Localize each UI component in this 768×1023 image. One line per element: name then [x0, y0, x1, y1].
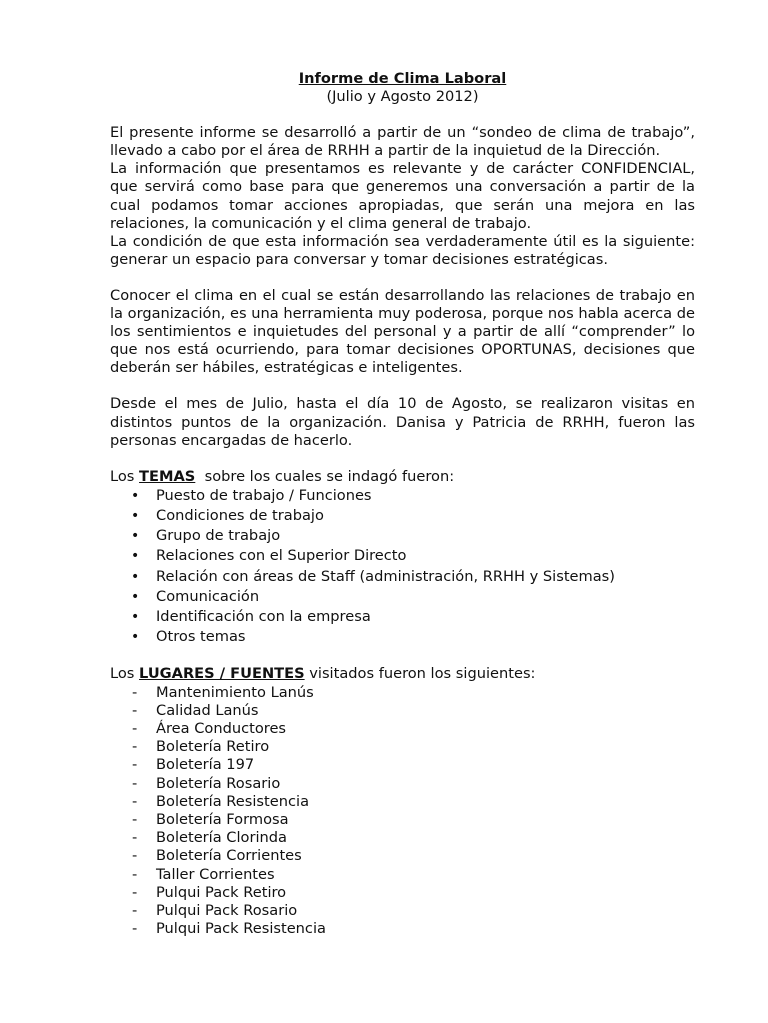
- temas-suffix: sobre los cuales se indagó fueron:: [204, 467, 455, 485]
- document-page: [110, 70, 695, 938]
- list-marker: •: [131, 629, 140, 646]
- tema-item: [110, 627, 695, 647]
- tema-item-label: Grupo de trabajo: [156, 527, 281, 545]
- lugar-item: [110, 738, 695, 756]
- lugar-item-label: Boletería Corrientes: [156, 847, 302, 865]
- tema-item-label: Relación con áreas de Staff (administración, RRHH y Sistemas): [156, 567, 615, 585]
- list-marker: -: [132, 883, 138, 901]
- list-marker: -: [132, 792, 138, 810]
- lugar-item-label: Pulqui Pack Resistencia: [156, 920, 326, 938]
- lugar-item-label: Pulqui Pack Retiro: [156, 883, 287, 901]
- tema-item: [110, 506, 695, 526]
- tema-item: [110, 526, 695, 546]
- lugar-item: [110, 775, 695, 793]
- list-marker: -: [132, 810, 138, 828]
- list-marker: -: [132, 774, 138, 792]
- list-marker: •: [131, 507, 140, 524]
- lugar-item-label: Boletería 197: [156, 756, 255, 774]
- lugar-item: [110, 920, 695, 938]
- list-marker: -: [132, 756, 138, 774]
- list-marker: -: [132, 701, 138, 719]
- tema-item-label: Puesto de trabajo / Funciones: [156, 486, 372, 504]
- list-marker: -: [132, 847, 138, 865]
- paragraph-condition: La condición de que esta información sea verdaderamente útil es la siguiente: generar un espacio para conversar y tomar decisiones estratégicas.: [110, 232, 695, 268]
- tema-item-label: Comunicación: [156, 587, 260, 605]
- lugar-item: [110, 793, 695, 811]
- list-marker: -: [132, 901, 138, 919]
- list-marker: •: [131, 528, 140, 545]
- lugar-item-label: Boletería Formosa: [156, 810, 289, 828]
- lugares-keyword: LUGARES / FUENTES: [139, 665, 305, 683]
- list-marker: •: [131, 609, 140, 625]
- document-subtitle: (Julio y Agosto 2012): [326, 88, 479, 106]
- temas-prefix: Los: [110, 467, 135, 485]
- lugar-item-label: Boletería Clorinda: [156, 829, 287, 847]
- paragraph-intro: El presente informe se desarrolló a partir de un “sondeo de clima de trabajo”, llevado a cabo por el área de RRHH a partir de la inquietud de la Dirección.: [110, 124, 695, 160]
- tema-item: [110, 546, 695, 566]
- temas-list: [110, 486, 695, 648]
- list-marker: •: [131, 487, 140, 504]
- paragraph-climate: Conocer el clima en el cual se están desarrollando las relaciones de trabajo en la organización, es una herramienta muy poderosa, porque nos habla acerca de los sentimientos e inquietudes del personal y a partir de allí “comprender” lo que nos está ocurriendo, para tomar decisiones OPORTUNAS, decisiones que deberán ser hábiles, estratégicas e inteligentes.: [110, 286, 695, 377]
- lugar-item: [110, 902, 695, 920]
- lugar-item: [110, 756, 695, 774]
- list-marker: •: [131, 588, 140, 605]
- list-marker: •: [131, 568, 140, 585]
- lugares-list: [110, 684, 695, 939]
- lugar-item-label: Boletería Resistencia: [156, 792, 310, 810]
- tema-item: [110, 587, 695, 607]
- lugar-item: [110, 866, 695, 884]
- lugar-item: [110, 847, 695, 865]
- lugar-item: [110, 829, 695, 847]
- list-marker: -: [132, 738, 138, 756]
- lugares-suffix: visitados fueron los siguientes:: [309, 665, 536, 683]
- tema-item: [110, 567, 695, 587]
- tema-item: [110, 607, 695, 627]
- lugar-item: [110, 884, 695, 902]
- lugares-prefix: Los: [110, 665, 135, 683]
- document-title: Informe de Clima Laboral: [298, 70, 507, 87]
- lugar-item-label: Pulqui Pack Rosario: [156, 901, 298, 919]
- lugar-item-label: Calidad Lanús: [156, 701, 259, 719]
- lugar-item: [110, 811, 695, 829]
- tema-item: [110, 486, 695, 506]
- lugar-item: [110, 684, 695, 702]
- tema-item-label: Condiciones de trabajo: [156, 506, 324, 524]
- lugar-item-label: Mantenimiento Lanús: [156, 683, 314, 701]
- temas-intro: [110, 468, 695, 486]
- title-block: [110, 70, 695, 106]
- paragraph-confidential: La información que presentamos es relevante y de carácter CONFIDENCIAL, que servirá como base para que generemos una conversación a partir de la cual podamos tomar acciones apropiadas, que serán una mejora en las relaciones, la comunicación y el clima general de trabajo.: [110, 160, 695, 232]
- lugares-intro: [110, 665, 695, 683]
- tema-item-label: Relaciones con el Superior Directo: [156, 547, 407, 565]
- lugar-item-label: Taller Corrientes: [156, 865, 275, 883]
- lugar-item: [110, 702, 695, 720]
- temas-keyword: TEMAS: [139, 467, 196, 485]
- list-marker: -: [132, 865, 138, 883]
- lugar-item-label: Boletería Retiro: [156, 738, 270, 756]
- tema-item-label: Otros temas: [156, 628, 246, 646]
- list-marker: -: [132, 683, 138, 701]
- lugar-item: [110, 720, 695, 738]
- lugar-item-label: Boletería Rosario: [156, 774, 281, 792]
- list-marker: -: [132, 829, 138, 847]
- tema-item-label: Identificación con la empresa: [156, 608, 371, 625]
- paragraph-visits: Desde el mes de Julio, hasta el día 10 de Agosto, se realizaron visitas en distintos puntos de la organización. Danisa y Patricia de RRHH, fueron las personas encargadas de hacerlo.: [110, 395, 695, 449]
- list-marker: •: [131, 548, 140, 565]
- list-marker: -: [132, 920, 138, 938]
- lugar-item-label: Área Conductores: [156, 719, 287, 737]
- list-marker: -: [132, 719, 138, 737]
